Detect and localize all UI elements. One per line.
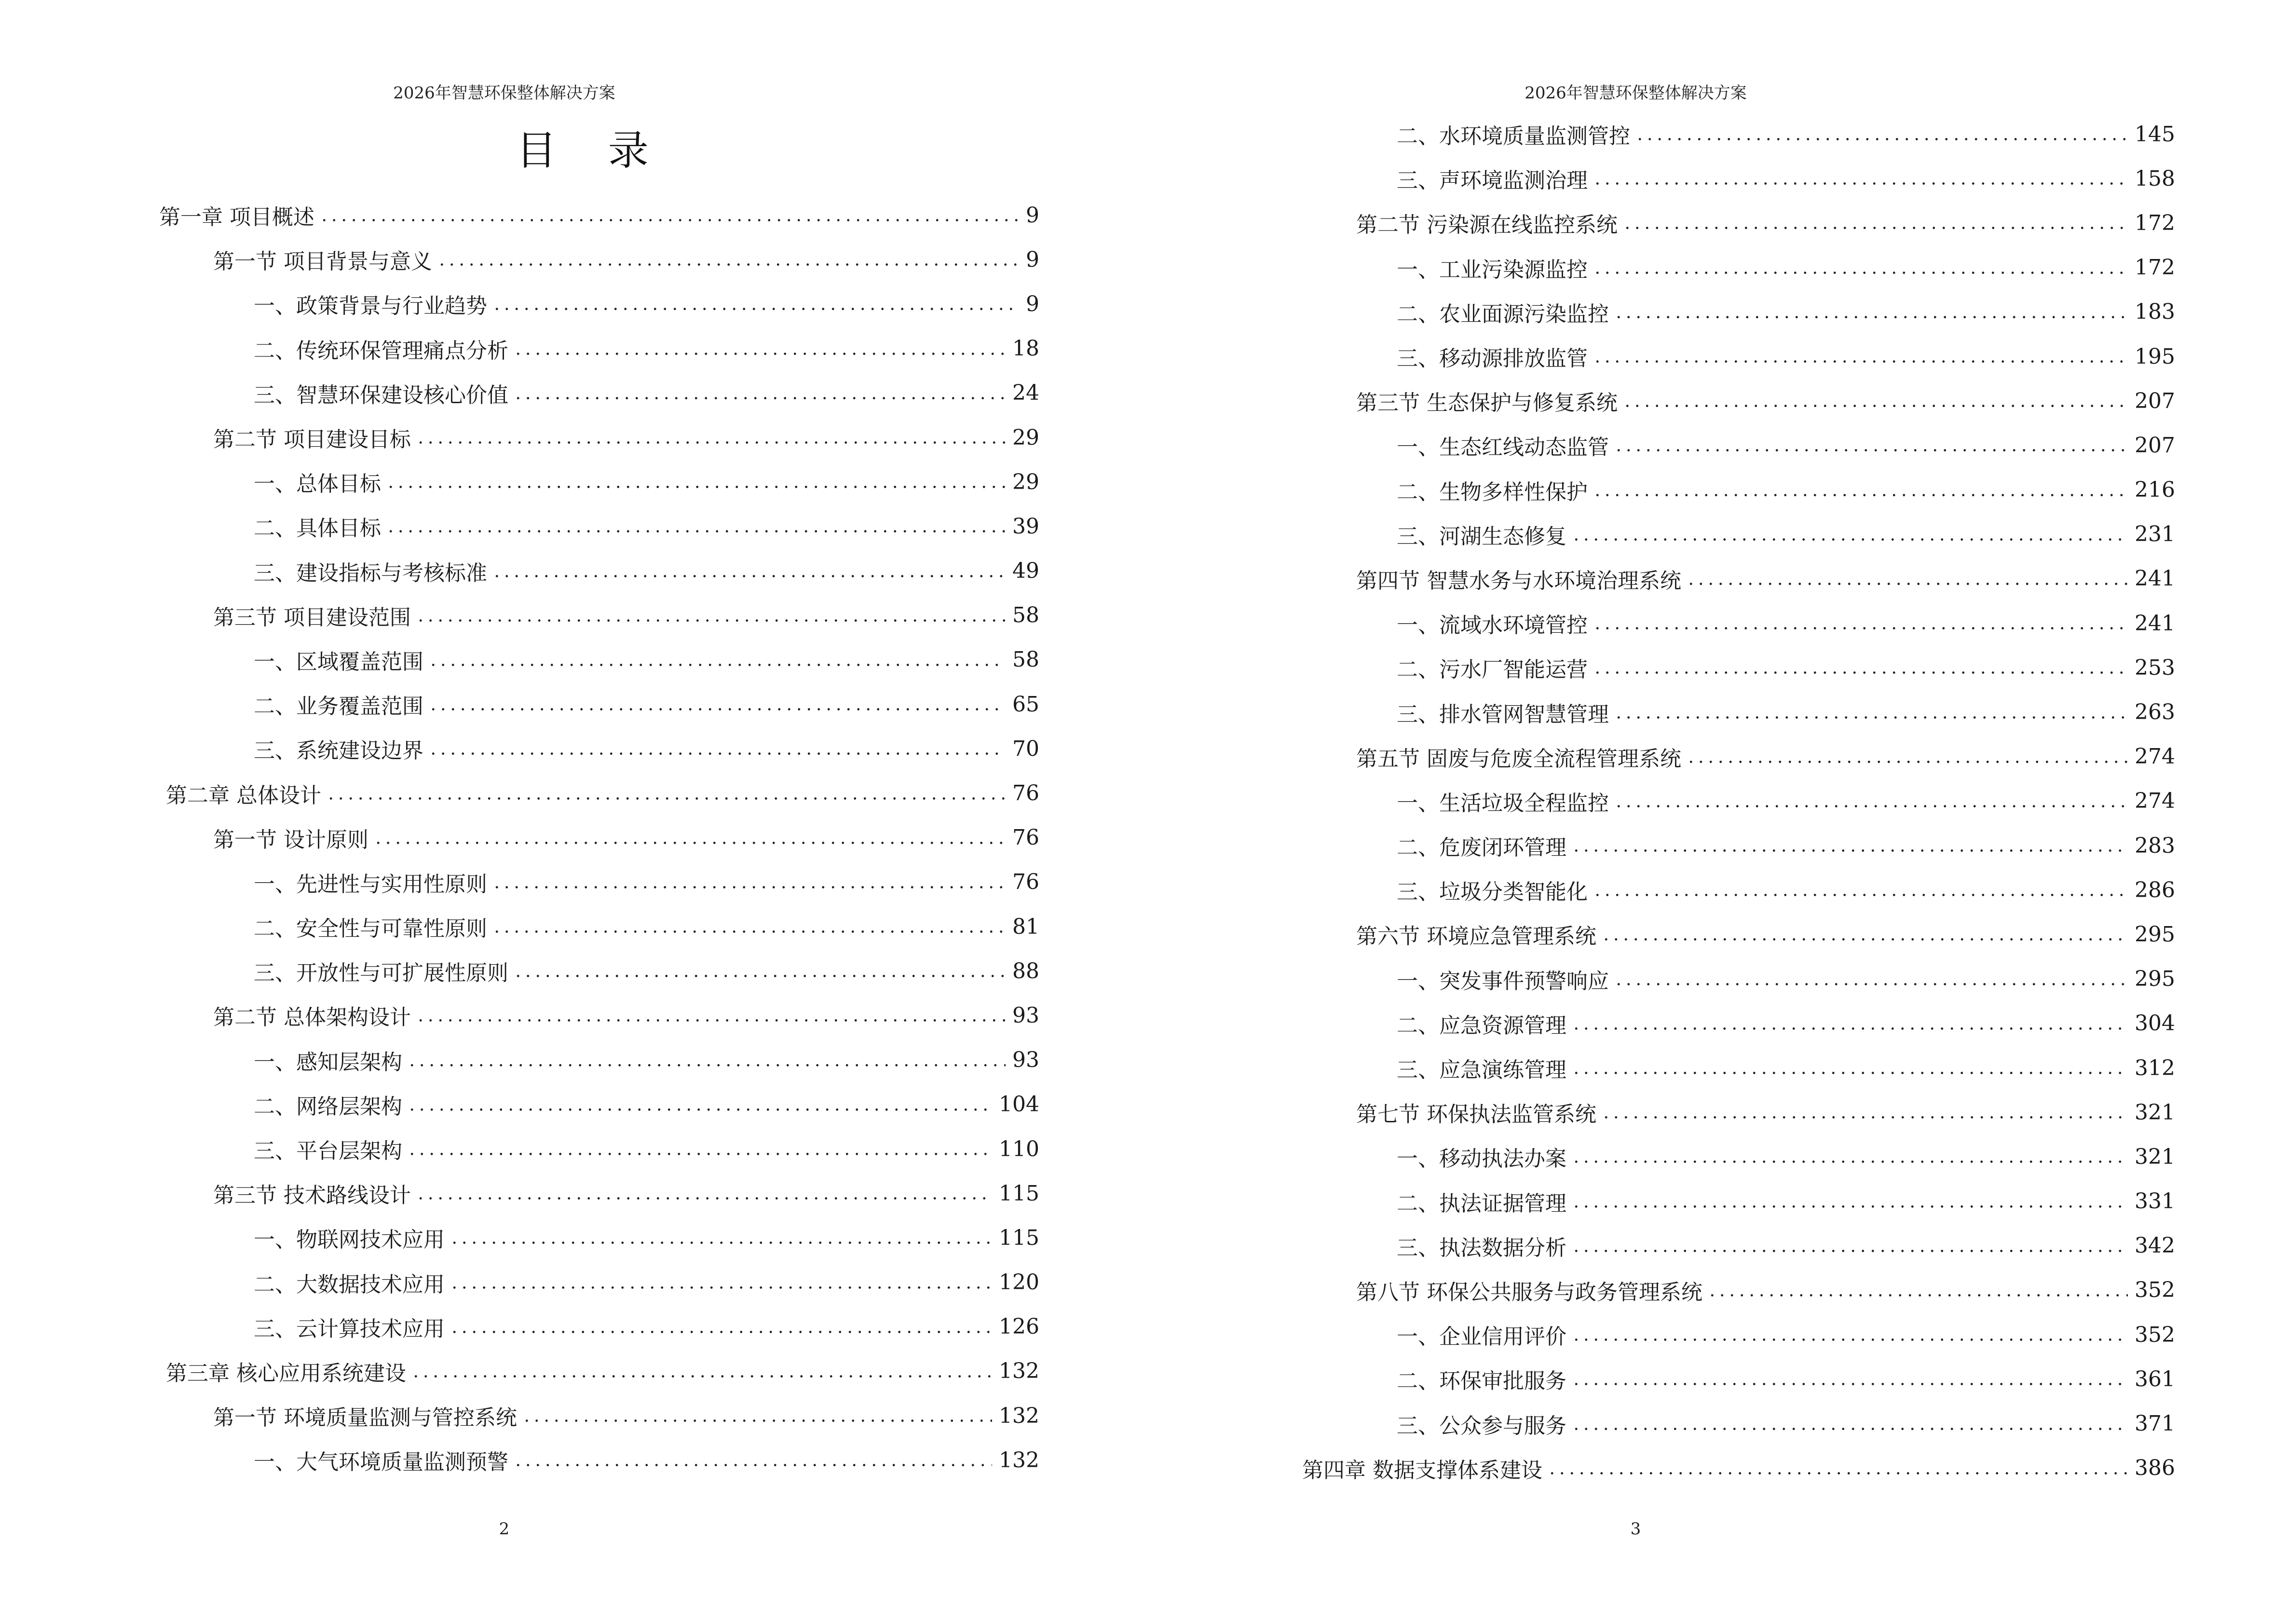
dot-leader [1547, 1458, 2128, 1479]
toc-entry-page: 104 [999, 1092, 1039, 1117]
toc-entry-page: 76 [1012, 870, 1039, 895]
toc-entry-page: 263 [2135, 700, 2175, 725]
toc-entry-page: 132 [999, 1447, 1039, 1473]
toc-entry-page: 321 [2135, 1100, 2175, 1125]
toc-subsection-entry[interactable] [159, 1082, 1039, 1127]
toc-subsection-entry[interactable] [159, 1438, 1039, 1482]
toc-entry-label: 二、业务覆盖范围 [254, 694, 423, 719]
toc-entry-label: 三、移动源排放监管 [1397, 346, 1588, 371]
toc-subsection-entry[interactable] [159, 460, 1039, 504]
toc-subsection-entry[interactable] [159, 1127, 1039, 1171]
toc-subsection-entry[interactable] [159, 504, 1039, 548]
toc-entry-label: 第二章 总体设计 [166, 783, 321, 808]
dot-leader [428, 694, 1006, 715]
dot-leader [407, 1050, 1006, 1071]
dot-leader [326, 783, 1006, 804]
toc-entry-page: 253 [2135, 655, 2175, 680]
toc-entry-page: 312 [2135, 1055, 2175, 1080]
toc-entry-label: 二、传统环保管理痛点分析 [254, 338, 508, 363]
toc-entry-label: 第一节 环境质量监测与管控系统 [213, 1406, 517, 1431]
dot-leader [1707, 1280, 2128, 1301]
dot-leader [1571, 835, 2128, 856]
toc-entry-label: 二、网络层架构 [254, 1094, 402, 1119]
toc-section-entry[interactable] [1302, 379, 2175, 423]
toc-entry-label: 第一节 设计原则 [213, 827, 368, 852]
toc-entry-label: 二、农业面源污染监控 [1397, 301, 1609, 327]
toc-entry-page: 145 [2135, 122, 2175, 147]
toc-entry-page: 321 [2135, 1144, 2175, 1169]
dot-leader [319, 205, 1019, 226]
dot-leader [449, 1316, 992, 1337]
toc-entry-label: 三、开放性与可扩展性原则 [254, 961, 508, 986]
toc-entry-label: 二、污水厂智能运营 [1397, 657, 1588, 682]
toc-entry-label: 三、公众参与服务 [1397, 1413, 1566, 1438]
dot-leader [437, 249, 1019, 270]
toc-list [1302, 112, 2175, 1490]
toc-entry-label: 第一章 项目概述 [159, 205, 314, 230]
document-page-right [1144, 0, 2287, 1624]
toc-title: 目 录 [516, 127, 668, 174]
toc-entry-page: 88 [1012, 958, 1039, 983]
toc-entry-label: 三、执法数据分析 [1397, 1235, 1566, 1260]
toc-entry-page: 93 [1012, 1003, 1039, 1028]
toc-entry-page: 207 [2135, 388, 2175, 413]
toc-entry-page: 29 [1012, 425, 1039, 450]
toc-entry-label: 第七节 环保执法监管系统 [1356, 1102, 1596, 1127]
toc-section-entry[interactable] [1302, 912, 2175, 956]
toc-entry-label: 一、移动执法办案 [1397, 1146, 1566, 1172]
toc-entry-page: 207 [2135, 433, 2175, 458]
dot-leader [1614, 791, 2128, 812]
toc-entry-page: 65 [1012, 692, 1039, 717]
toc-entry-page: 126 [999, 1314, 1039, 1339]
toc-entry-page: 241 [2135, 611, 2175, 636]
toc-entry-page: 29 [1012, 469, 1039, 494]
dot-leader [1571, 1413, 2128, 1434]
dot-leader [1601, 924, 2128, 945]
dot-leader [1593, 657, 2128, 678]
toc-entry-page: 58 [1012, 647, 1039, 672]
toc-entry-page: 331 [2135, 1189, 2175, 1214]
toc-entry-page: 158 [2135, 166, 2175, 191]
toc-section-entry[interactable] [1302, 201, 2175, 245]
toc-entry-label: 一、总体目标 [254, 472, 381, 497]
toc-subsection-entry[interactable] [159, 638, 1039, 682]
toc-subsection-entry[interactable] [159, 949, 1039, 993]
toc-entry-label: 一、感知层架构 [254, 1050, 402, 1075]
toc-entry-label: 二、应急资源管理 [1397, 1013, 1566, 1038]
toc-chapter-entry[interactable] [159, 193, 1039, 237]
toc-subsection-entry[interactable] [1302, 1401, 2175, 1446]
dot-leader [1593, 879, 2128, 901]
toc-entry-label: 一、物联网技术应用 [254, 1228, 445, 1253]
toc-entry-label: 三、声环境监测治理 [1397, 168, 1588, 193]
toc-entry-page: 58 [1012, 603, 1039, 628]
toc-subsection-entry[interactable] [159, 1215, 1039, 1260]
toc-entry-page: 352 [2135, 1278, 2175, 1303]
toc-entry-page: 183 [2135, 300, 2175, 325]
toc-subsection-entry[interactable] [159, 860, 1039, 904]
dot-leader [386, 516, 1006, 537]
toc-entry-page: 9 [1026, 203, 1039, 228]
toc-entry-label: 二、环保审批服务 [1397, 1369, 1566, 1394]
toc-entry-page: 241 [2135, 566, 2175, 591]
dot-leader [449, 1227, 992, 1248]
toc-entry-page: 81 [1012, 914, 1039, 939]
dot-leader [1635, 123, 2128, 145]
toc-entry-label: 二、水环境质量监测管控 [1397, 124, 1630, 149]
toc-entry-label: 第三章 核心应用系统建设 [166, 1361, 406, 1386]
toc-subsection-entry[interactable] [1302, 601, 2175, 645]
toc-entry-label: 一、政策背景与行业趋势 [254, 294, 487, 319]
toc-entry-page: 115 [999, 1225, 1039, 1250]
toc-entry-label: 一、突发事件预警响应 [1397, 969, 1609, 994]
dot-leader [1571, 524, 2128, 545]
toc-entry-label: 第二节 项目建设目标 [213, 427, 411, 452]
toc-subsection-entry[interactable] [1302, 868, 2175, 912]
toc-subsection-entry[interactable] [159, 1260, 1039, 1305]
toc-entry-label: 二、大数据技术应用 [254, 1272, 445, 1297]
toc-entry-page: 274 [2135, 744, 2175, 769]
toc-entry-page: 93 [1012, 1048, 1039, 1073]
toc-section-entry[interactable] [159, 1171, 1039, 1215]
page-number: 3 [1630, 1519, 1641, 1539]
dot-leader [416, 1183, 992, 1204]
dot-leader [416, 427, 1006, 448]
toc-subsection-entry[interactable] [1302, 1046, 2175, 1090]
toc-entry-page: 216 [2135, 478, 2175, 503]
toc-entry-page: 132 [999, 1359, 1039, 1384]
toc-subsection-entry[interactable] [1302, 290, 2175, 334]
toc-entry-page: 132 [999, 1403, 1039, 1428]
dot-leader [1571, 1235, 2128, 1256]
dot-leader [411, 1361, 992, 1382]
toc-section-entry[interactable] [159, 593, 1039, 638]
toc-subsection-entry[interactable] [1302, 112, 2175, 156]
dot-leader [1622, 390, 2128, 411]
toc-subsection-entry[interactable] [1302, 246, 2175, 290]
dot-leader [1571, 1191, 2128, 1212]
toc-subsection-entry[interactable] [1302, 1179, 2175, 1224]
dot-leader [407, 1138, 992, 1160]
dot-leader [1593, 613, 2128, 634]
toc-section-entry[interactable] [159, 993, 1039, 1037]
dot-leader [1614, 435, 2128, 456]
toc-entry-label: 三、云计算技术应用 [254, 1316, 445, 1341]
toc-subsection-entry[interactable] [159, 726, 1039, 771]
toc-subsection-entry[interactable] [1302, 690, 2175, 734]
toc-subsection-entry[interactable] [1302, 1357, 2175, 1401]
toc-entry-label: 一、工业污染源监控 [1397, 257, 1588, 282]
dot-leader [1593, 479, 2128, 501]
dot-leader [1571, 1324, 2128, 1345]
page-number: 2 [499, 1519, 510, 1539]
toc-entry-label: 第六节 环境应急管理系统 [1356, 924, 1596, 949]
dot-leader [449, 1272, 992, 1293]
dot-leader [513, 960, 1006, 982]
toc-subsection-entry[interactable] [1302, 645, 2175, 690]
toc-entry-page: 342 [2135, 1233, 2175, 1258]
dot-leader [513, 1449, 992, 1471]
toc-entry-label: 一、大气环境质量监测预警 [254, 1450, 508, 1475]
toc-entry-label: 第二节 污染源在线监控系统 [1356, 213, 1618, 238]
toc-entry-label: 三、垃圾分类智能化 [1397, 880, 1588, 905]
toc-entry-label: 三、智慧环保建设核心价值 [254, 382, 508, 408]
dot-leader [407, 1094, 992, 1115]
toc-list [159, 193, 1039, 1482]
toc-subsection-entry[interactable] [159, 1038, 1039, 1082]
toc-entry-label: 一、流域水环境管控 [1397, 613, 1588, 638]
dot-leader [1614, 969, 2128, 990]
toc-chapter-entry[interactable] [159, 771, 1039, 815]
toc-entry-page: 9 [1026, 247, 1039, 272]
dot-leader [492, 916, 1006, 937]
toc-subsection-entry[interactable] [1302, 1001, 2175, 1046]
toc-subsection-entry[interactable] [1302, 823, 2175, 868]
toc-entry-page: 110 [999, 1136, 1039, 1161]
toc-entry-label: 第三节 项目建设范围 [213, 605, 411, 630]
toc-entry-label: 三、建设指标与考核标准 [254, 560, 487, 586]
toc-entry-page: 18 [1012, 336, 1039, 361]
toc-entry-page: 70 [1012, 736, 1039, 761]
toc-entry-page: 295 [2135, 967, 2175, 992]
dot-leader [416, 605, 1006, 626]
running-header: 2026年智慧环保整体解决方案 [393, 83, 615, 103]
dot-leader [513, 382, 1006, 404]
dot-leader [513, 338, 1006, 359]
toc-entry-label: 二、生物多样性保护 [1397, 479, 1588, 505]
dot-leader [492, 560, 1006, 582]
dot-leader [1614, 702, 2128, 723]
toc-section-entry[interactable] [159, 816, 1039, 860]
dot-leader [522, 1405, 992, 1426]
toc-entry-label: 第二节 总体架构设计 [213, 1005, 411, 1030]
toc-entry-page: 172 [2135, 255, 2175, 280]
toc-entry-page: 361 [2135, 1366, 2175, 1392]
toc-entry-label: 二、危废闭环管理 [1397, 835, 1566, 860]
dot-leader [1593, 346, 2128, 367]
dot-leader [1601, 1102, 2128, 1123]
dot-leader [428, 649, 1006, 670]
toc-entry-page: 295 [2135, 922, 2175, 947]
toc-entry-page: 386 [2135, 1456, 2175, 1481]
dot-leader [1686, 746, 2128, 767]
dot-leader [492, 293, 1019, 314]
toc-entry-page: 9 [1026, 291, 1039, 316]
toc-entry-label: 二、执法证据管理 [1397, 1191, 1566, 1216]
toc-subsection-entry[interactable] [159, 682, 1039, 726]
toc-subsection-entry[interactable] [1302, 468, 2175, 512]
toc-section-entry[interactable] [1302, 1090, 2175, 1134]
toc-entry-label: 第八节 环保公共服务与政务管理系统 [1356, 1280, 1702, 1305]
toc-entry-page: 39 [1012, 514, 1039, 539]
toc-entry-label: 一、生态红线动态监管 [1397, 435, 1609, 460]
toc-subsection-entry[interactable] [159, 1305, 1039, 1349]
toc-subsection-entry[interactable] [1302, 957, 2175, 1001]
toc-subsection-entry[interactable] [1302, 1312, 2175, 1357]
toc-entry-label: 第一节 项目背景与意义 [213, 249, 432, 274]
toc-entry-label: 第四节 智慧水务与水环境治理系统 [1356, 568, 1681, 593]
toc-entry-page: 283 [2135, 833, 2175, 858]
toc-entry-page: 304 [2135, 1011, 2175, 1036]
toc-entry-label: 一、企业信用评价 [1397, 1324, 1566, 1350]
toc-section-entry[interactable] [1302, 557, 2175, 601]
toc-entry-label: 三、平台层架构 [254, 1139, 402, 1164]
toc-entry-label: 第四章 数据支撑体系建设 [1302, 1458, 1542, 1483]
dot-leader [1593, 257, 2128, 278]
toc-entry-page: 352 [2135, 1322, 2175, 1347]
running-header: 2026年智慧环保整体解决方案 [1525, 83, 1747, 103]
toc-subsection-entry[interactable] [1302, 1224, 2175, 1268]
toc-entry-page: 286 [2135, 877, 2175, 902]
toc-chapter-entry[interactable] [1302, 1446, 2175, 1490]
toc-chapter-entry[interactable] [159, 1349, 1039, 1393]
toc-entry-label: 一、生活垃圾全程监控 [1397, 791, 1609, 816]
toc-subsection-entry[interactable] [159, 282, 1039, 326]
dot-leader [1614, 301, 2128, 323]
dot-leader [1571, 1146, 2128, 1167]
toc-subsection-entry[interactable] [159, 371, 1039, 415]
toc-entry-page: 231 [2135, 522, 2175, 547]
dot-leader [1622, 212, 2128, 233]
toc-entry-page: 115 [999, 1181, 1039, 1206]
toc-entry-label: 一、区域覆盖范围 [254, 649, 423, 674]
dot-leader [373, 827, 1006, 848]
toc-section-entry[interactable] [159, 1393, 1039, 1438]
toc-entry-label: 第三节 生态保护与修复系统 [1356, 391, 1618, 416]
toc-entry-page: 24 [1012, 381, 1039, 406]
dot-leader [1571, 1013, 2128, 1034]
dot-leader [1571, 1057, 2128, 1078]
toc-entry-page: 49 [1012, 559, 1039, 584]
toc-entry-label: 二、安全性与可靠性原则 [254, 916, 487, 942]
toc-subsection-entry[interactable] [1302, 512, 2175, 557]
toc-entry-label: 一、先进性与实用性原则 [254, 872, 487, 897]
dot-leader [1686, 568, 2128, 589]
toc-subsection-entry[interactable] [1302, 1134, 2175, 1179]
toc-entry-page: 172 [2135, 210, 2175, 235]
toc-subsection-entry[interactable] [1302, 156, 2175, 201]
toc-entry-page: 195 [2135, 344, 2175, 369]
toc-subsection-entry[interactable] [1302, 779, 2175, 823]
toc-entry-page: 76 [1012, 825, 1039, 850]
toc-entry-label: 三、排水管网智慧管理 [1397, 702, 1609, 727]
dot-leader [386, 471, 1006, 492]
toc-entry-page: 371 [2135, 1411, 2175, 1436]
dot-leader [428, 738, 1006, 759]
toc-section-entry[interactable] [1302, 735, 2175, 779]
toc-entry-page: 120 [999, 1270, 1039, 1295]
toc-entry-label: 第三节 技术路线设计 [213, 1183, 411, 1208]
toc-subsection-entry[interactable] [159, 549, 1039, 593]
dot-leader [1571, 1368, 2128, 1390]
toc-entry-label: 三、系统建设边界 [254, 738, 423, 764]
toc-entry-label: 二、具体目标 [254, 516, 381, 541]
dot-leader [416, 1005, 1006, 1026]
toc-entry-label: 第五节 固废与危废全流程管理系统 [1356, 746, 1681, 771]
toc-entry-label: 三、河湖生态修复 [1397, 524, 1566, 549]
dot-leader [1593, 168, 2128, 189]
toc-subsection-entry[interactable] [159, 904, 1039, 949]
toc-subsection-entry[interactable] [159, 327, 1039, 371]
toc-subsection-entry[interactable] [1302, 334, 2175, 379]
dot-leader [492, 872, 1006, 893]
toc-section-entry[interactable] [159, 415, 1039, 460]
toc-entry-label: 三、应急演练管理 [1397, 1058, 1566, 1083]
toc-entry-page: 274 [2135, 789, 2175, 814]
toc-subsection-entry[interactable] [1302, 423, 2175, 467]
toc-section-entry[interactable] [1302, 1268, 2175, 1312]
toc-entry-page: 76 [1012, 781, 1039, 806]
toc-section-entry[interactable] [159, 237, 1039, 282]
